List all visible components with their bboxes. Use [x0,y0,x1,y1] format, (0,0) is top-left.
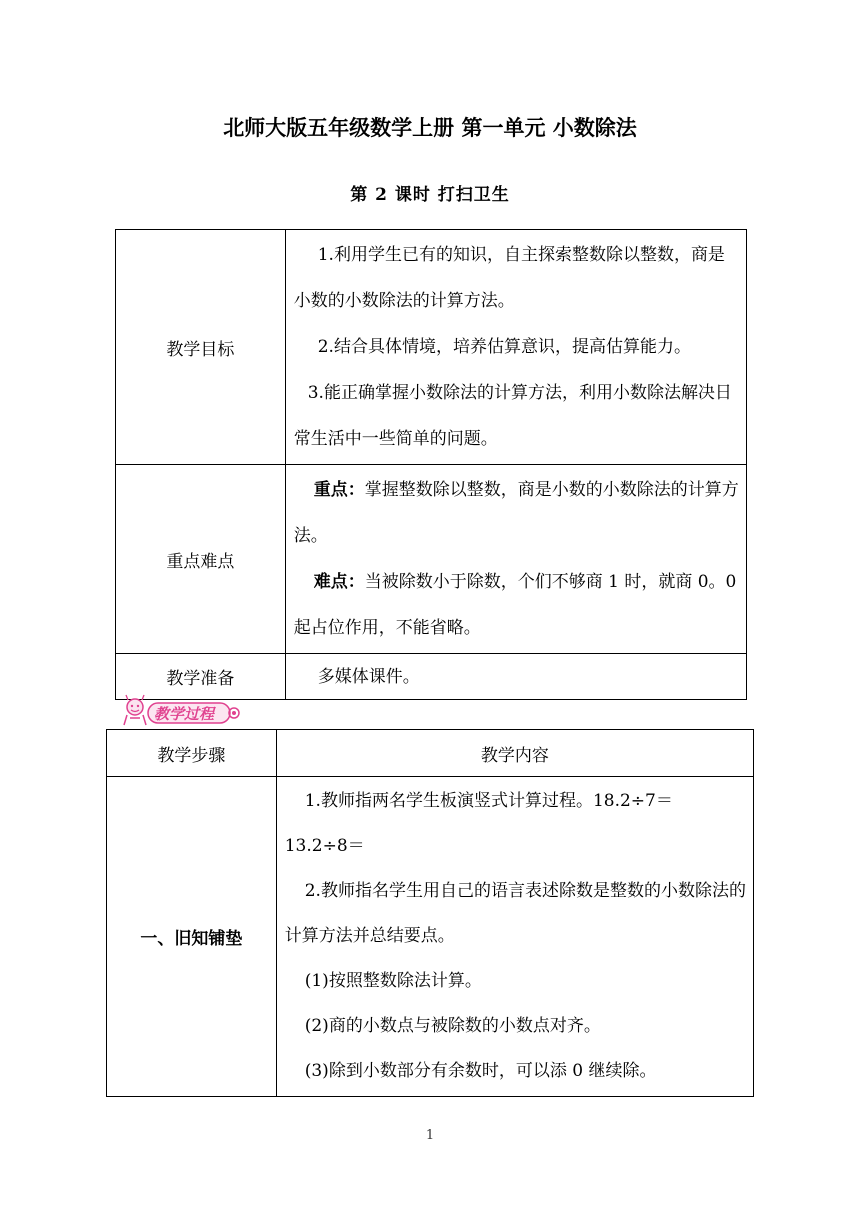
header-step: 教学步骤 [107,730,277,777]
content-line: (2)商的小数点与被除数的小数点对齐。 [304,1016,601,1036]
preparation-text: 多媒体课件。 [317,666,420,687]
content-line: 2.教师指名学生用自己的语言表述除数是整数的小数除法的计算方法并总结要点。 [284,881,746,946]
difficulty-label: 难点： [313,572,365,592]
table-row-key-points [116,465,747,654]
objective-item: 2.结合具体情境，培养估算意识，提高估算能力。 [317,337,691,357]
teaching-process-badge [118,694,243,728]
label-preparation: 教学准备 [116,654,286,700]
page-number: 1 [425,1128,435,1143]
content-line: 1.教师指两名学生板演竖式计算过程。18.2÷7＝ [304,791,673,811]
table-row-objectives [116,230,747,465]
step-label: 一、旧知铺垫 [107,777,277,1097]
key-points-content [285,465,746,654]
header-content: 教学内容 [276,730,753,777]
key-point-label: 重点： [313,480,365,500]
table-row-preparation [116,654,747,700]
key-point-text: 掌握整数除以整数，商是小数的小数除法的计算方法。 [293,480,739,546]
objective-item: 3.能正确掌握小数除法的计算方法，利用小数除法解决日常生活中一些简单的问题。 [293,383,732,449]
objectives-content [285,230,746,465]
badge-label: 教学过程 [154,705,215,723]
difficulty-text: 当被除数小于除数，个们不够商 1 时，就商 0。0 起占位作用，不能省略。 [293,572,737,638]
teaching-process-table [106,729,754,1097]
cartoon-mascot-icon [124,695,146,725]
content-line: (1)按照整数除法计算。 [304,971,482,991]
lesson-info-table [115,229,747,700]
label-objectives: 教学目标 [116,230,286,465]
step-content [276,777,753,1097]
objective-item: 1.利用学生已有的知识，自主探索整数除以整数，商是小数的小数除法的计算方法。 [293,245,725,311]
content-line: (3)除到小数部分有余数时，可以添 0 继续除。 [304,1061,657,1081]
table-header-row [107,730,754,777]
preparation-content [285,654,746,700]
table-row-step-1 [107,777,754,1097]
label-key-points: 重点难点 [116,465,286,654]
document-title: 北师大版五年级数学上册 第一单元 小数除法 [223,116,637,140]
content-line: 13.2÷8＝ [284,836,365,856]
lesson-subtitle: 第 2 课时 打扫卫生 [350,185,510,205]
